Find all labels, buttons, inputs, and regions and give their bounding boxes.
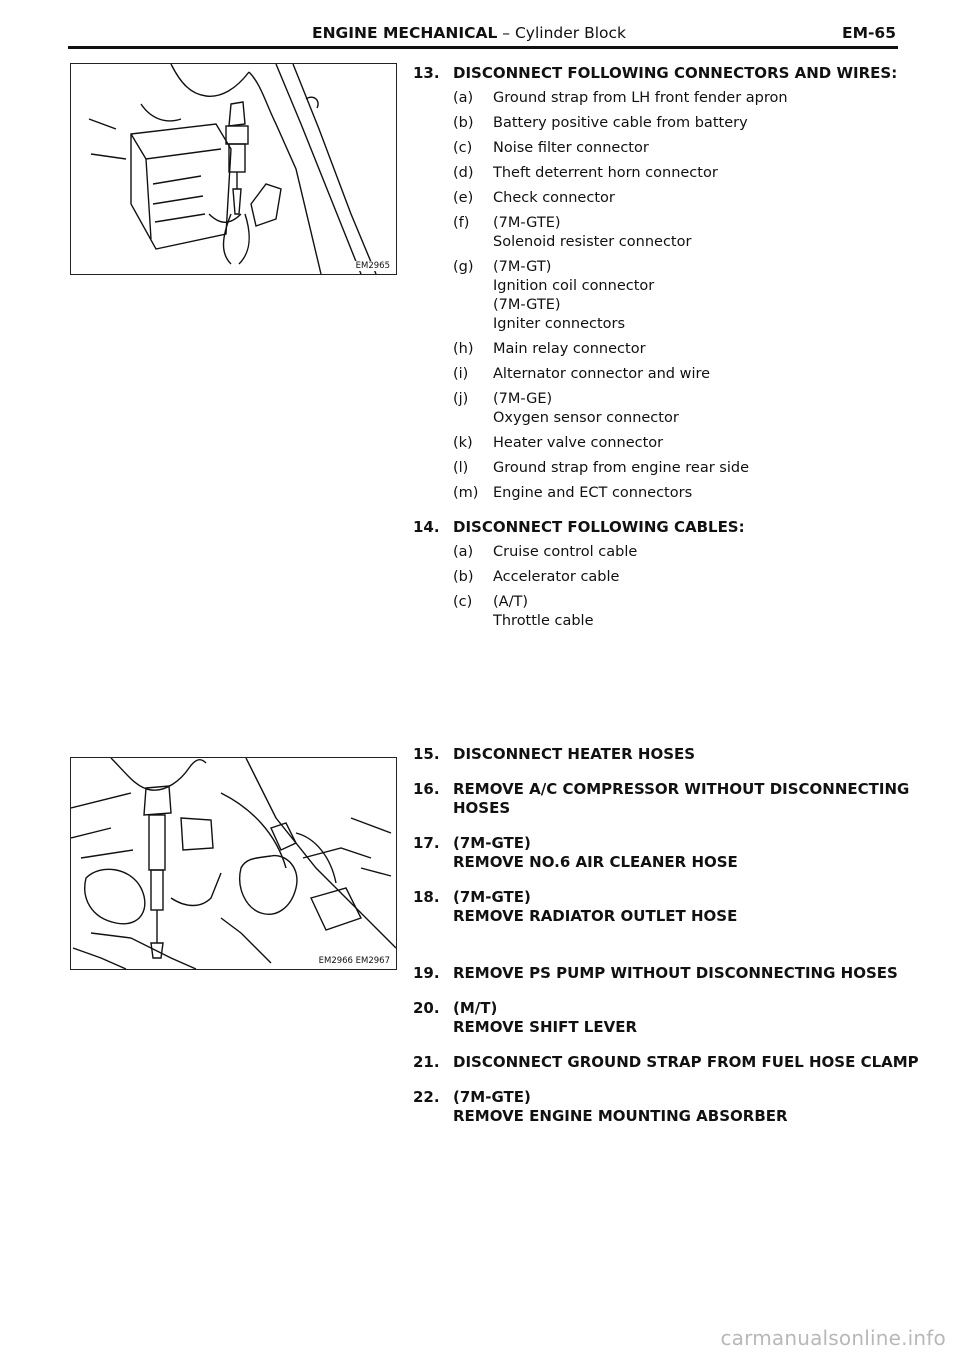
step-number: 18. — [413, 888, 440, 906]
sub-item: (e) Check connector — [453, 190, 615, 206]
step-15 — [413, 745, 913, 764]
sub-item: (a) Ground strap from LH front fender apron — [453, 90, 788, 106]
step-number: 21. — [413, 1053, 440, 1071]
step-21 — [413, 1053, 919, 1072]
step-title: DISCONNECT FOLLOWING CONNECTORS AND WIRES: — [453, 64, 898, 82]
sub-item: (g) (7M-GT) Ignition coil connector (7M-GTE) Igniter connectors — [453, 259, 655, 332]
step-22: 22. (7M-GTE) REMOVE ENGINE MOUNTING ABSORBER — [413, 1088, 913, 1126]
sub-item: (l) Ground strap from engine rear side — [453, 460, 749, 476]
step-number: 20. — [413, 999, 440, 1017]
sub-item: (c) (A/T) Throttle cable — [453, 594, 594, 629]
procedure-steps — [413, 64, 919, 1126]
step-title: REMOVE PS PUMP WITHOUT DISCONNECTING HOSES — [453, 964, 898, 982]
sub-item: (i) Alternator connector and wire — [453, 366, 711, 382]
step-number: 22. — [413, 1088, 440, 1106]
fender-ground-strap-illustration — [71, 64, 396, 274]
step-title: DISCONNECT HEATER HOSES — [453, 745, 696, 763]
step-20: 20. (M/T) REMOVE SHIFT LEVER — [413, 999, 913, 1037]
step-16: 16. REMOVE A/C COMPRESSOR WITHOUT DISCONNECTING HOSES — [413, 780, 913, 818]
page-number: EM-65 — [841, 24, 896, 42]
step-number: 13. — [413, 64, 440, 82]
sub-item: (m) Engine and ECT connectors — [453, 485, 693, 501]
section-title: ENGINE MECHANICAL – Cylinder Block — [312, 24, 626, 42]
step-number: 16. — [413, 780, 440, 798]
watermark-footer: carmanualsonline.info — [720, 1326, 946, 1350]
sub-item: (b) Accelerator cable — [453, 569, 620, 585]
step-title: REMOVE SHIFT LEVER — [453, 1018, 637, 1036]
step-13 — [413, 64, 913, 503]
step-number: 14. — [413, 518, 440, 536]
sub-item: (h) Main relay connector — [453, 341, 646, 357]
step-title: DISCONNECT FOLLOWING CABLES: — [453, 518, 745, 536]
figure-heater-hose — [70, 757, 397, 970]
heater-hose-compressor-illustration — [71, 758, 396, 969]
sub-item: (b) Battery positive cable from battery — [453, 115, 748, 131]
step-number: 19. — [413, 964, 440, 982]
step-18: 18. (7M-GTE) REMOVE RADIATOR OUTLET HOSE — [413, 888, 913, 926]
step-14 — [413, 518, 913, 631]
step-17: 17. (7M-GTE) REMOVE NO.6 AIR CLEANER HOSE — [413, 834, 913, 872]
step-19 — [413, 964, 913, 983]
sub-item: (a) Cruise control cable — [453, 544, 638, 560]
step-title: REMOVE A/C COMPRESSOR WITHOUT DISCONNECTING — [453, 780, 910, 798]
step-title: REMOVE ENGINE MOUNTING ABSORBER — [453, 1107, 788, 1125]
sub-item: (j) (7M-GE) Oxygen sensor connector — [453, 391, 679, 426]
sub-item: (k) Heater valve connector — [453, 435, 664, 451]
step-title: REMOVE NO.6 AIR CLEANER HOSE — [453, 853, 738, 871]
page-header — [68, 20, 898, 49]
sub-item: (d) Theft deterrent horn connector — [453, 165, 718, 181]
step-title: DISCONNECT GROUND STRAP FROM FUEL HOSE CLAMP — [453, 1053, 919, 1071]
step-title: REMOVE RADIATOR OUTLET HOSE — [453, 907, 738, 925]
sub-item: (c) Noise filter connector — [453, 140, 649, 156]
sub-item: (f) (7M-GTE) Solenoid resister connector — [453, 215, 692, 250]
figure-code: EM2966 EM2967 — [318, 956, 390, 966]
step-number: 17. — [413, 834, 440, 852]
step-number: 15. — [413, 745, 440, 763]
figure-fender-ground-strap — [70, 63, 397, 275]
figure-code: EM2965 — [355, 261, 390, 271]
